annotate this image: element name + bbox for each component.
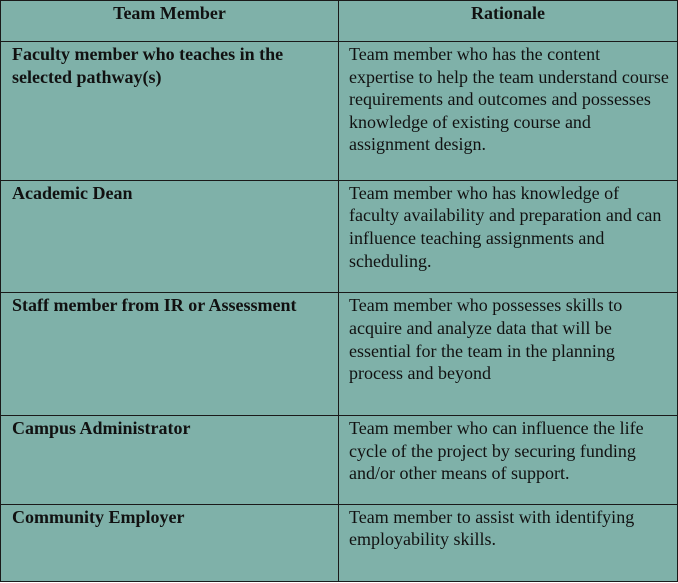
rationale-cell: Team member who possesses skills to acquire and analyze data that will be essential for the team in the planning process and beyond (339, 293, 678, 416)
table-row (1, 416, 678, 504)
table-row (1, 504, 678, 581)
table-row (1, 293, 678, 416)
rationale-cell: Team member who has knowledge of faculty availability and preparation and can influence teaching assignments and scheduling. (339, 180, 678, 293)
rationale-cell: Team member to assist with identifying employability skills. (339, 504, 678, 581)
team-member-cell: Academic Dean (1, 180, 339, 293)
table-header-row (1, 1, 678, 42)
table-row (1, 180, 678, 293)
rationale-cell: Team member who can influence the life cycle of the project by securing funding and/or other means of support. (339, 416, 678, 504)
team-member-cell: Campus Administrator (1, 416, 339, 504)
table-row (1, 42, 678, 181)
team-member-header: Team Member (1, 1, 339, 42)
rationale-cell: Team member who has the content expertise to help the team understand course requirements and outcomes and possesses knowledge of existing course and assignment design. (339, 42, 678, 181)
team-member-cell: Faculty member who teaches in the selected pathway(s) (1, 42, 339, 181)
team-member-cell: Staff member from IR or Assessment (1, 293, 339, 416)
team-member-cell: Community Employer (1, 504, 339, 581)
rationale-header: Rationale (339, 1, 678, 42)
